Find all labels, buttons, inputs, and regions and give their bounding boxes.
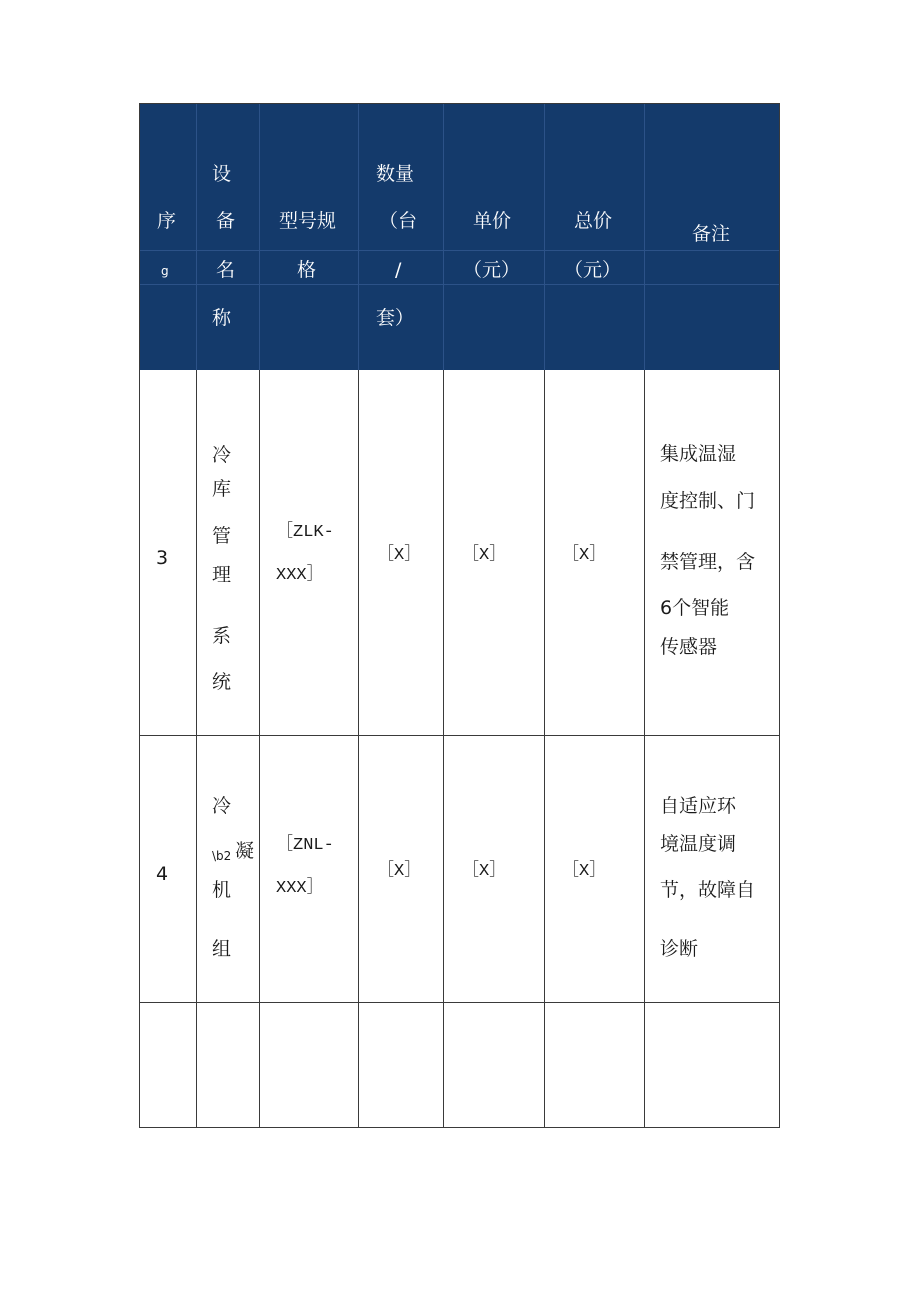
row-model: ［ZLK- bbox=[276, 523, 334, 542]
header-model: 型号规 bbox=[279, 210, 337, 232]
header-device-name: 称 bbox=[212, 307, 232, 329]
row-device-name: 冷 bbox=[212, 444, 232, 466]
header-total-price: （元） bbox=[564, 259, 622, 281]
row-remarks: 境温度调 bbox=[660, 833, 737, 855]
header-quantity: （台 bbox=[379, 210, 418, 232]
header-unit-price: 单价 bbox=[473, 210, 512, 232]
header-unit-price: （元） bbox=[463, 259, 521, 281]
header-device-name: 名 bbox=[216, 259, 236, 281]
equipment-table bbox=[139, 103, 780, 1128]
header-seq: 序 bbox=[157, 210, 177, 232]
row-remarks: 度控制、门 bbox=[660, 490, 756, 512]
row-unit-price: ［X］ bbox=[462, 862, 507, 881]
row-total-price: ［X］ bbox=[562, 862, 607, 881]
row-remarks: 诊断 bbox=[660, 938, 699, 960]
row-remarks: 自适应环 bbox=[660, 795, 737, 817]
row-remarks: 传感器 bbox=[660, 636, 718, 658]
row-device-name: \b2 bbox=[212, 849, 232, 863]
row-remarks: 6个智能 bbox=[660, 597, 730, 619]
row-total-price: ［X］ bbox=[562, 546, 607, 565]
row-model: ［ZNL- bbox=[276, 836, 334, 855]
header-device-name: 设 bbox=[212, 163, 232, 185]
row-unit-price: ［X］ bbox=[462, 546, 507, 565]
header-device-name: 备 bbox=[216, 210, 236, 232]
row-quantity: ［X］ bbox=[377, 862, 422, 881]
row-device-name: 凝 bbox=[235, 840, 255, 862]
row-device-name: 理 bbox=[212, 564, 232, 586]
header-remarks: 备注 bbox=[692, 223, 731, 245]
row-remarks: 节，故障自 bbox=[660, 879, 756, 901]
row-device-name: 冷 bbox=[212, 795, 232, 817]
row-model: XXX］ bbox=[276, 566, 324, 585]
row-quantity: ［X］ bbox=[377, 546, 422, 565]
row-model: XXX］ bbox=[276, 879, 324, 898]
row-device-name: 系 bbox=[212, 625, 232, 647]
row-device-name: 统 bbox=[212, 671, 232, 693]
header-quantity: 数量 bbox=[376, 163, 415, 185]
header-seq: g bbox=[161, 264, 169, 278]
row-device-name: 机 bbox=[212, 879, 232, 901]
row-seq: 4 bbox=[156, 863, 169, 885]
header-model: 格 bbox=[297, 259, 317, 281]
row-seq: 3 bbox=[156, 547, 169, 569]
row-device-name: 管 bbox=[212, 525, 232, 547]
row-remarks: 禁管理，含 bbox=[660, 551, 756, 573]
header-quantity: 套） bbox=[376, 307, 415, 329]
row-remarks: 集成温湿 bbox=[660, 443, 737, 465]
row-device-name: 组 bbox=[212, 938, 232, 960]
row-device-name: 库 bbox=[212, 478, 232, 500]
header-quantity: / bbox=[395, 259, 402, 281]
header-total-price: 总价 bbox=[574, 210, 613, 232]
